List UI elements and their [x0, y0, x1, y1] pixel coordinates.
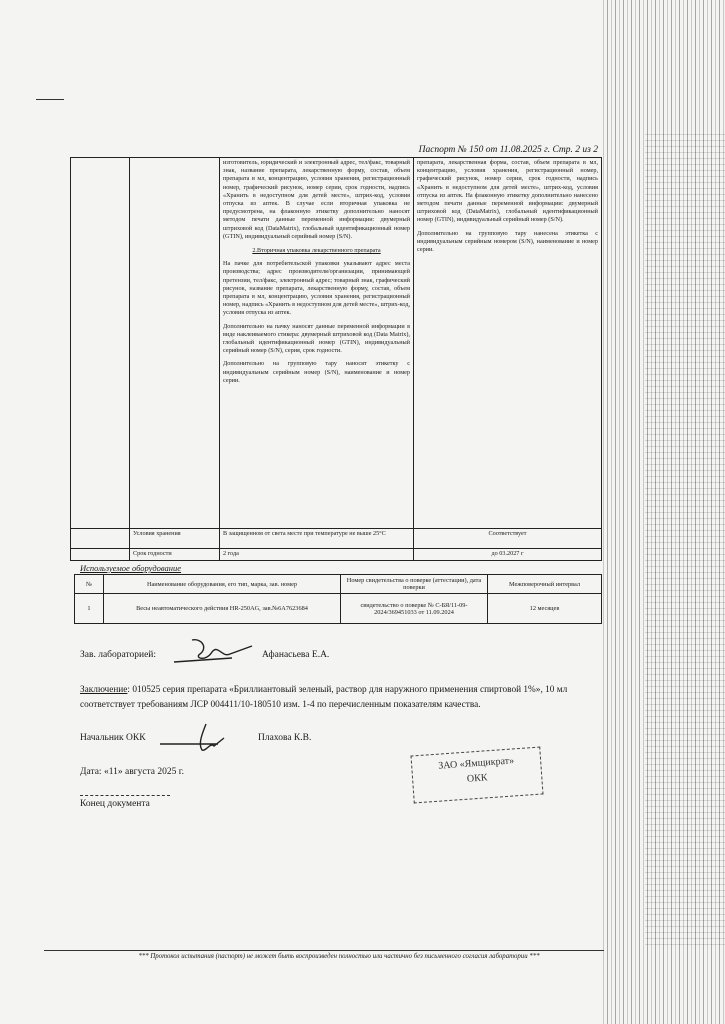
okk-head-signature — [158, 722, 238, 754]
equipment-cell: 12 месяцев — [488, 594, 602, 624]
lab-head-label: Зав. лабораторией: — [80, 650, 157, 660]
cell-param-name: Срок годности — [130, 549, 220, 560]
cell-param-name: Условия хранения — [130, 529, 220, 548]
norm-paragraph: изготовитель, юридический и электронный адрес, тел/факс, товарный знак, название препарата, лекарственную форму, состав, объем препарата в мл, концентрацию, условия хранения, регистрационный номер, графический рисунок, номер серии, срок годности, надпись «Хранить в недоступном для детей месте», штрих-код, условия отпуска из аптек. В случае если вторичная упаковка не предусмотрена, на флаконную этикетку дополнительно наносят методом печати данные переменной информации: двумерный штриховой код (DataMatrix), глобальный идентификационный номер (GTIN), индивидуальный серийный номер (S/N). — [223, 159, 410, 240]
equipment-header: Номер свидетельства о поверке (аттестации), дата поверки — [341, 575, 488, 594]
conclusion-text: : 010525 серия препарата «Бриллиантовый зеленый, раствор для наружного применения спиртовой 1%», 10 мл соответствует требованиям ЛСР 004411/10-180510 изм. 1-4 по перечисленным показателям качества. — [80, 685, 568, 710]
cell-empty — [71, 529, 130, 548]
okk-head-label: Начальник ОКК — [80, 733, 146, 743]
scan-noise — [600, 0, 725, 1024]
result-paragraph: препарата, лекарственная форма, состав, объем препарата в мл, концентрацию, условия хранения, регистрационный номер, графический рисунок, номер серии, срок годности, надпись «Хранить в недоступном для детей месте», штрих-код, условия отпуска из аптек. На флаконную этикетку дополнительно нанесено методом печати данные переменной информации: двумерный штриховой код (DataMatrix), глобальный идентификационный номер (GTIN), индивидуальный серийный номер (S/N). — [417, 159, 598, 224]
result-paragraph: Дополнительно на групповую тару нанесена этикетка с индивидуальным серийным номером (S/N), наименование и номер серии. — [417, 229, 598, 254]
document-date: Дата: «11» августа 2025 г. — [80, 767, 184, 777]
equipment-cell: свидетельство о поверке № С-БЯ/11-09-2024/369451033 от 11.09.2024 — [341, 594, 488, 624]
footer-line — [44, 950, 604, 951]
norm-subhead: 2.Вторичная упаковка лекарственного препарата — [252, 247, 381, 255]
footer-note: *** Протокол испытания (паспорт) не может быть воспроизведен полностью или частично без письменного согласия лаборатории *** — [138, 953, 540, 960]
end-of-document: Конец документа — [80, 799, 150, 809]
table-row-storage — [71, 529, 601, 549]
end-separator — [80, 795, 170, 797]
lab-head-signature — [172, 636, 256, 670]
equipment-header: Межповерочный интервал — [488, 575, 602, 594]
cell-result: Соответствует — [488, 530, 527, 537]
equipment-title: Используемое оборудование — [80, 563, 182, 573]
norm-paragraph: Дополнительно на групповую тару наносят этикетку с индивидуальным серийным номер (S/N), наименование и номер серии. — [223, 360, 410, 384]
cell-empty — [130, 158, 220, 528]
table-row-packaging — [71, 158, 601, 529]
equipment-header-row — [75, 575, 602, 594]
equipment-row — [75, 594, 602, 624]
equipment-cell: Весы неавтоматического действия HR-250AG, зав.№6A7623684 — [104, 594, 341, 624]
stamp-line: ЗАО «Ямщикрат» — [437, 755, 515, 772]
equipment-header: № — [75, 575, 104, 594]
conclusion — [80, 683, 600, 713]
stamp-line: ОКК — [466, 772, 488, 785]
table-row-shelf-life — [71, 549, 601, 560]
cell-norm-packaging — [220, 158, 414, 528]
okk-head-name: Плахова К.В. — [258, 733, 312, 743]
lab-head-name: Афанасьева Е.А. — [262, 650, 330, 660]
conclusion-label: Заключение — [80, 685, 128, 695]
cell-empty — [71, 549, 130, 560]
cell-result: до 03.2027 г — [491, 550, 524, 557]
equipment-header: Наименование оборудования, его тип, марка, зав. номер — [104, 575, 341, 594]
spec-table — [70, 157, 602, 561]
cell-result-packaging — [414, 158, 601, 528]
cell-norm: 2 года — [220, 549, 414, 560]
equipment-table — [74, 574, 602, 624]
stamp — [410, 747, 543, 804]
page-header: Паспорт № 150 от 11.08.2025 г. Стр. 2 из 2 — [418, 145, 598, 155]
norm-paragraph: Дополнительно на пачку наносят данные переменной информации в виде наклеиваемого стикера: двумерный штриховой код (Data Matrix), глобальный идентификационный номер (GTIN), индивидуальный серийный номер (S/N), серия, срок годности. — [223, 322, 410, 355]
equipment-cell: 1 — [75, 594, 104, 624]
top-dash — [36, 99, 64, 100]
cell-empty — [71, 158, 130, 528]
norm-paragraph: На пачке для потребительской упаковки указывают адрес места производства; адрес производителя/организации, принимающей претензии, тел/факс, электронный адрес; товарный знак, графический рисунок, название препарата, лекарственную форму, состав, объем препарата в мл, концентрацию, условия хранения, регистрационный номер, надпись «Хранить в недоступном для детей месте», штрих-код, условия отпуска из аптек. — [223, 260, 410, 317]
scan-noise-horizontal — [645, 130, 725, 950]
cell-norm: В защищенном от света месте при температуре не выше 25°С — [220, 529, 414, 548]
